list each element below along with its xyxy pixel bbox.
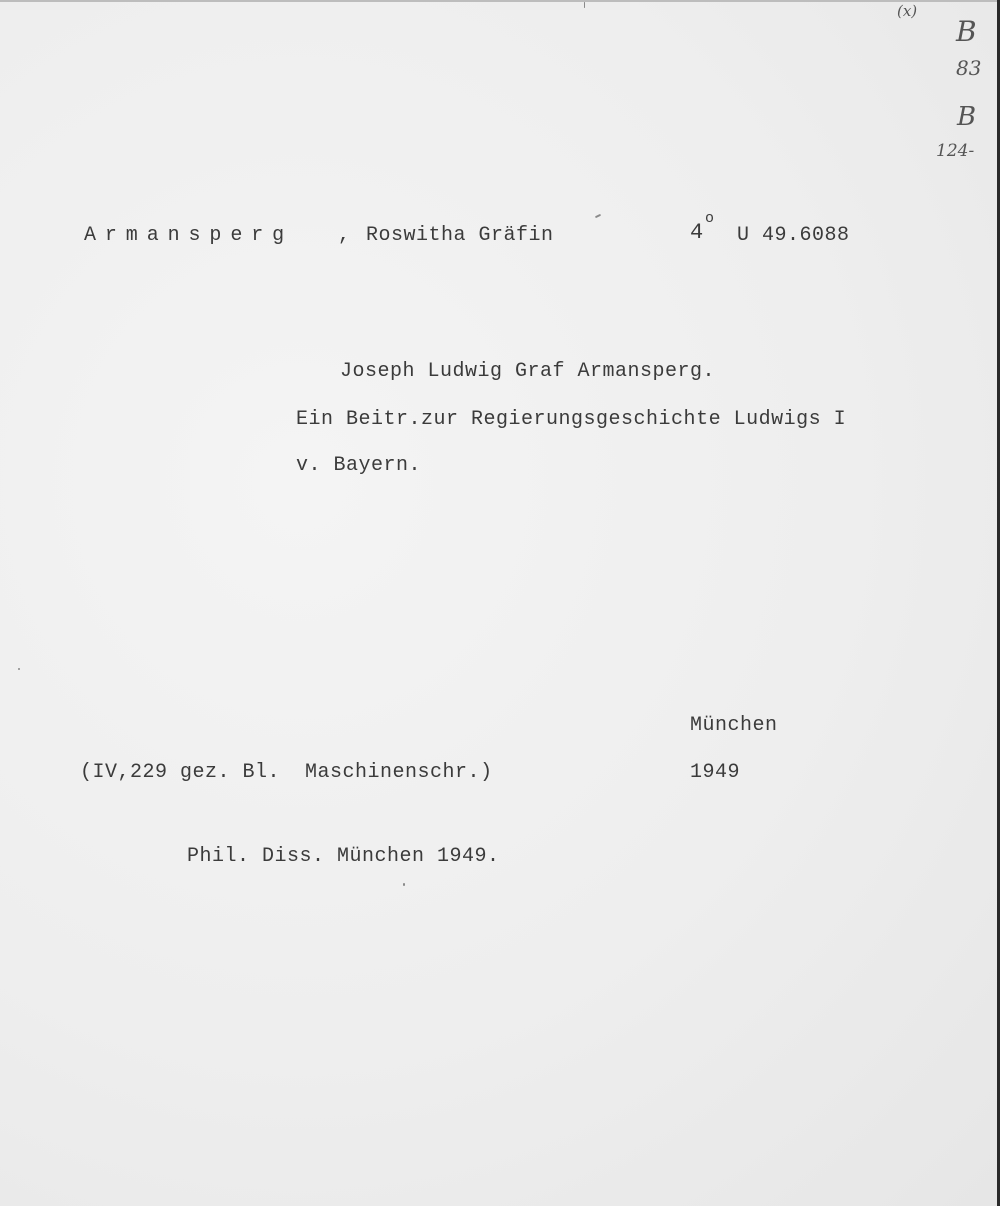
shelfmark-format: 4 [690, 220, 704, 245]
author-surname: Armansperg [84, 224, 294, 247]
title-line-1: Joseph Ludwig Graf Armansperg. [340, 360, 716, 383]
handwritten-number-124: 124- [936, 141, 975, 161]
title-line-2: Ein Beitr.zur Regierungsgeschichte Ludwigs I [296, 408, 847, 431]
handwritten-mark-b-lower: B [957, 102, 977, 132]
collation: (IV,229 gez. Bl. Maschinenschr.) [80, 761, 493, 784]
paper-speck [18, 668, 20, 670]
imprint-place: München [690, 714, 778, 737]
author-given-name: Roswitha Gräfin [366, 224, 554, 247]
paper-speck [595, 214, 601, 218]
card-top-edge [0, 0, 1000, 2]
author-separator: , [338, 224, 351, 247]
paper-speck [403, 883, 405, 886]
dissertation-note: Phil. Diss. München 1949. [187, 845, 500, 868]
imprint-year: 1949 [690, 761, 741, 784]
paper-speck [584, 2, 585, 8]
handwritten-number-83: 83 [956, 56, 982, 80]
handwritten-mark-b-upper: B [956, 15, 977, 48]
shelfmark-number: U 49.6088 [737, 224, 850, 247]
shelfmark-format-degree: o [705, 210, 715, 227]
handwritten-mark-x: (x) [897, 2, 918, 20]
title-line-3: v. Bayern. [296, 454, 422, 477]
